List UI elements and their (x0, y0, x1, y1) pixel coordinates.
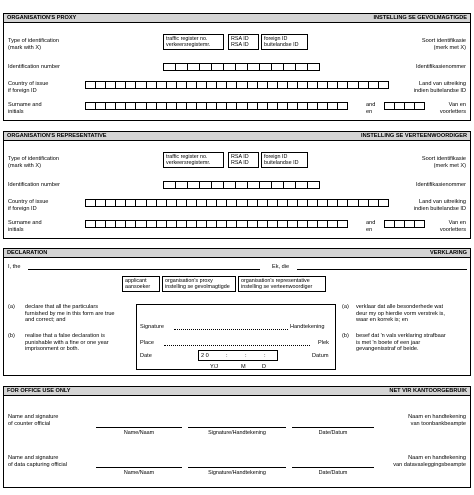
entry-cell[interactable] (86, 221, 96, 227)
rep-type-id-label-af: Soort identifikasie (merk met X) (421, 156, 466, 169)
entry-cell[interactable] (167, 200, 177, 206)
entry-cell[interactable] (328, 82, 338, 88)
entry-cell[interactable] (258, 200, 268, 206)
counter-name-line[interactable] (96, 427, 182, 428)
rep-id-number-cells[interactable] (163, 181, 320, 189)
entry-cell[interactable] (278, 221, 288, 227)
entry-cell[interactable] (187, 221, 197, 227)
entry-cell[interactable] (207, 82, 217, 88)
entry-cell[interactable] (298, 82, 308, 88)
entry-cell[interactable] (157, 221, 167, 227)
declaration-section (3, 248, 471, 376)
entry-cell[interactable] (318, 82, 328, 88)
entry-cell[interactable] (126, 82, 136, 88)
entry-cell[interactable] (298, 200, 308, 206)
entry-cell[interactable] (348, 200, 358, 206)
rep-country-cells[interactable] (85, 199, 389, 207)
capture-date-caption: Date/Datum (318, 470, 348, 476)
entry-cell[interactable] (96, 200, 106, 206)
date-field[interactable] (198, 350, 278, 361)
entry-cell[interactable] (284, 182, 296, 188)
entry-cell[interactable] (116, 82, 126, 88)
entry-cell[interactable] (288, 221, 298, 227)
proxy-id-number-cells[interactable] (163, 63, 320, 71)
entry-cell[interactable] (379, 200, 389, 206)
capture-name-line[interactable] (96, 467, 182, 468)
entry-cell[interactable] (338, 103, 348, 109)
capture-date-line[interactable] (292, 467, 374, 468)
entry-cell[interactable] (296, 64, 308, 70)
rep-option-traffic-register[interactable]: traffic register no. verkeersregistemr. (163, 152, 224, 168)
declaration-a-text: declare that all the particulars furnished by me in this form are true and correct; and (25, 304, 115, 324)
rep-id-number-label: Identification number (8, 182, 60, 188)
entry-cell[interactable] (147, 103, 157, 109)
proxy-title: ORGANISATION'S PROXY (7, 15, 77, 21)
office-section (3, 386, 471, 488)
entry-cell[interactable] (298, 103, 308, 109)
capture-signature-caption: Signature/Handtekening (208, 470, 266, 476)
entry-cell[interactable] (86, 82, 96, 88)
entry-cell[interactable] (318, 200, 328, 206)
plek-label: Plek (318, 340, 329, 346)
entry-cell[interactable] (308, 103, 318, 109)
entry-cell[interactable] (177, 82, 187, 88)
entry-cell[interactable] (227, 103, 237, 109)
entry-cell[interactable] (268, 221, 278, 227)
date-label: Date (140, 353, 152, 359)
declaration-name-line-left[interactable] (28, 269, 260, 270)
representative-title-af: INSTELLING SE VERTEENWOORDIGER (361, 133, 467, 139)
entry-cell[interactable] (116, 103, 126, 109)
entry-cell[interactable] (405, 221, 415, 227)
entry-cell[interactable] (369, 200, 379, 206)
counter-date-caption: Date/Datum (318, 430, 348, 436)
date-prefix: 2 0 (201, 353, 209, 359)
entry-cell[interactable] (227, 82, 237, 88)
capture-name-caption: Name/Naam (123, 470, 155, 476)
entry-cell[interactable] (188, 182, 200, 188)
entry-cell[interactable] (296, 182, 308, 188)
declaration-b-text: realise that a false declaration is punishable with a fine or one year imprisonment or both. (25, 333, 109, 353)
declaration-title-af: VERKLARING (430, 250, 467, 256)
place-label: Place (140, 340, 154, 346)
proxy-id-number-label-af: Identifikasienommer (415, 64, 466, 70)
representative-section (3, 131, 471, 239)
entry-cell[interactable] (176, 182, 188, 188)
entry-cell[interactable] (106, 200, 116, 206)
entry-cell[interactable] (284, 64, 296, 70)
entry-cell[interactable] (338, 200, 348, 206)
entry-cell[interactable] (106, 221, 116, 227)
entry-cell[interactable] (187, 200, 197, 206)
declaration-section-header (4, 249, 470, 258)
capture-official-label-af: Naam en handtekening van datavasleggingsbeampte (393, 455, 466, 468)
entry-cell[interactable] (147, 82, 157, 88)
entry-cell[interactable] (308, 64, 320, 70)
entry-cell[interactable] (147, 221, 157, 227)
entry-cell[interactable] (258, 103, 268, 109)
entry-cell[interactable] (359, 200, 369, 206)
proxy-type-id-label: Type of identification (mark with X) (8, 38, 59, 51)
entry-cell[interactable] (237, 82, 247, 88)
entry-cell[interactable] (136, 200, 146, 206)
entry-cell[interactable] (197, 103, 207, 109)
entry-cell[interactable] (224, 182, 236, 188)
entry-cell[interactable] (415, 221, 425, 227)
proxy-country-label-af: Land van uitreiking indien buitelandse ID (413, 81, 466, 94)
entry-cell[interactable] (197, 200, 207, 206)
representative-title: ORGANISATION'S REPRESENTATIVE (7, 133, 107, 139)
entry-cell[interactable] (272, 64, 284, 70)
entry-cell[interactable] (116, 221, 126, 227)
entry-cell[interactable] (328, 103, 338, 109)
rep-and-label: and en (366, 220, 376, 233)
datum-label: Datum (312, 353, 329, 359)
counter-signature-caption: Signature/Handtekening (208, 430, 266, 436)
declaration-a-marker: (a) (8, 304, 15, 310)
capture-signature-line[interactable] (188, 467, 286, 468)
office-section-header (4, 387, 470, 396)
entry-cell[interactable] (96, 221, 106, 227)
declaration-i-the: I, the (8, 264, 21, 270)
entry-cell[interactable] (268, 82, 278, 88)
entry-cell[interactable] (157, 103, 167, 109)
proxy-country-cells[interactable] (85, 81, 389, 89)
declaration-a-text-af: verklaar dat alle besonderhede wat deur my op hierdie vorm verstrek is, waar en korrek is; en (356, 304, 445, 324)
proxy-initials-cells[interactable] (384, 102, 425, 110)
declaration-role-proxy[interactable]: organisation's proxy instelling se gevolmagtigde (162, 276, 236, 292)
entry-cell[interactable] (248, 103, 258, 109)
declaration-b-marker: (b) (8, 333, 15, 339)
entry-cell[interactable] (164, 182, 176, 188)
entry-cell[interactable] (157, 82, 167, 88)
entry-cell[interactable] (207, 200, 217, 206)
entry-cell[interactable] (116, 200, 126, 206)
entry-cell[interactable] (96, 82, 106, 88)
entry-cell[interactable] (236, 64, 248, 70)
entry-cell[interactable] (237, 200, 247, 206)
entry-cell[interactable] (86, 103, 96, 109)
entry-cell[interactable] (318, 103, 328, 109)
proxy-option-foreign-id[interactable]: foreign ID buitelandse ID (261, 34, 308, 50)
signature-label: Signature (140, 324, 164, 330)
rep-surname-label: Surname and initials (8, 220, 42, 233)
entry-cell[interactable] (405, 103, 415, 109)
entry-cell[interactable] (212, 182, 224, 188)
proxy-and-label: and en (366, 102, 376, 115)
entry-cell[interactable] (308, 82, 318, 88)
representative-section-header (4, 132, 470, 141)
rep-initials-cells[interactable] (384, 220, 425, 228)
date-day-caption: D (262, 364, 267, 370)
entry-cell[interactable] (217, 103, 227, 109)
entry-cell[interactable] (136, 221, 146, 227)
entry-cell[interactable] (126, 103, 136, 109)
proxy-section (3, 13, 471, 121)
entry-cell[interactable] (268, 103, 278, 109)
declaration-b-text-af: besef dat 'n vals verklaring strafbaar is met 'n boete of een jaar gevangenisstraf of beide. (356, 333, 446, 353)
entry-cell[interactable] (236, 182, 248, 188)
entry-cell[interactable] (217, 221, 227, 227)
proxy-surname-cells[interactable] (85, 102, 348, 110)
entry-cell[interactable] (288, 82, 298, 88)
rep-surname-label-af: Van en voorletters (439, 220, 466, 233)
capture-official-label: Name and signature of data capturing official (8, 455, 67, 468)
proxy-country-label: Country of issue if foreign ID (8, 81, 49, 94)
office-title-af: NET VIR KANTOORGEBRUIK (389, 388, 467, 394)
entry-cell[interactable] (298, 221, 308, 227)
rep-id-number-label-af: Identifikasienommer (415, 182, 466, 188)
entry-cell[interactable] (177, 221, 187, 227)
entry-cell[interactable] (227, 221, 237, 227)
counter-signature-line[interactable] (188, 427, 286, 428)
entry-cell[interactable] (258, 82, 268, 88)
entry-cell[interactable] (359, 82, 369, 88)
entry-cell[interactable] (207, 221, 217, 227)
entry-cell[interactable] (385, 221, 395, 227)
proxy-section-header (4, 14, 470, 23)
entry-cell[interactable] (177, 103, 187, 109)
rep-country-label-af: Land van uitreiking indien buitelandse ID (413, 199, 466, 212)
entry-cell[interactable] (338, 82, 348, 88)
entry-cell[interactable] (96, 103, 106, 109)
entry-cell[interactable] (164, 64, 176, 70)
date-month-caption: M (241, 364, 246, 370)
entry-cell[interactable] (177, 200, 187, 206)
date-separator: : (264, 353, 266, 359)
entry-cell[interactable] (415, 103, 425, 109)
entry-cell[interactable] (237, 103, 247, 109)
entry-cell[interactable] (260, 64, 272, 70)
proxy-surname-label-af: Van en voorletters (439, 102, 466, 115)
entry-cell[interactable] (260, 182, 272, 188)
entry-cell[interactable] (272, 182, 284, 188)
entry-cell[interactable] (268, 200, 278, 206)
signature-line[interactable] (174, 329, 288, 330)
proxy-option-rsa-id[interactable]: RSA ID RSA ID (228, 34, 259, 50)
counter-date-line[interactable] (292, 427, 374, 428)
entry-cell[interactable] (237, 221, 247, 227)
counter-official-label: Name and signature of counter official (8, 414, 59, 427)
entry-cell[interactable] (106, 103, 116, 109)
entry-cell[interactable] (147, 200, 157, 206)
declaration-role-representative[interactable]: organisation's representative instelling se verteenwoordiger (238, 276, 326, 292)
rep-option-foreign-id[interactable]: foreign ID buitelandse ID (261, 152, 308, 168)
entry-cell[interactable] (385, 103, 395, 109)
entry-cell[interactable] (126, 200, 136, 206)
entry-cell[interactable] (187, 82, 197, 88)
proxy-option-traffic-register[interactable]: traffic register no. verkeersregistemr. (163, 34, 224, 50)
entry-cell[interactable] (86, 200, 96, 206)
entry-cell[interactable] (248, 82, 258, 88)
entry-cell[interactable] (395, 221, 405, 227)
entry-cell[interactable] (136, 82, 146, 88)
declaration-title: DECLARATION (7, 250, 48, 256)
entry-cell[interactable] (224, 64, 236, 70)
entry-cell[interactable] (328, 221, 338, 227)
entry-cell[interactable] (379, 82, 389, 88)
entry-cell[interactable] (217, 82, 227, 88)
declaration-b-marker-af: (b) (342, 333, 349, 339)
entry-cell[interactable] (308, 182, 320, 188)
entry-cell[interactable] (248, 64, 260, 70)
declaration-role-applicant[interactable]: applicant aansoeker (122, 276, 160, 292)
date-year-caption: Y/J (210, 364, 219, 370)
entry-cell[interactable] (167, 82, 177, 88)
rep-option-rsa-id[interactable]: RSA ID RSA ID (228, 152, 259, 168)
entry-cell[interactable] (167, 103, 177, 109)
entry-cell[interactable] (395, 103, 405, 109)
declaration-name-line-right[interactable] (297, 269, 467, 270)
entry-cell[interactable] (227, 200, 237, 206)
entry-cell[interactable] (200, 182, 212, 188)
entry-cell[interactable] (212, 64, 224, 70)
entry-cell[interactable] (248, 182, 260, 188)
entry-cell[interactable] (136, 103, 146, 109)
entry-cell[interactable] (188, 64, 200, 70)
entry-cell[interactable] (318, 221, 328, 227)
entry-cell[interactable] (248, 200, 258, 206)
entry-cell[interactable] (187, 103, 197, 109)
proxy-title-af: INSTELLING SE GEVOLMAGTIGDE (373, 15, 467, 21)
entry-cell[interactable] (348, 82, 358, 88)
rep-country-label: Country of issue if foreign ID (8, 199, 49, 212)
entry-cell[interactable] (217, 200, 227, 206)
proxy-surname-label: Surname and initials (8, 102, 42, 115)
entry-cell[interactable] (157, 200, 167, 206)
entry-cell[interactable] (176, 64, 188, 70)
entry-cell[interactable] (288, 103, 298, 109)
entry-cell[interactable] (248, 221, 258, 227)
entry-cell[interactable] (167, 221, 177, 227)
declaration-ek-die: Ek, die (272, 264, 290, 270)
entry-cell[interactable] (197, 82, 207, 88)
counter-official-label-af: Naam en handtekening van toonbankbeampte (408, 414, 466, 427)
entry-cell[interactable] (200, 64, 212, 70)
entry-cell[interactable] (278, 82, 288, 88)
rep-type-id-label: Type of identification (mark with X) (8, 156, 59, 169)
entry-cell[interactable] (126, 221, 136, 227)
office-title: FOR OFFICE USE ONLY (7, 388, 71, 394)
entry-cell[interactable] (278, 103, 288, 109)
entry-cell[interactable] (308, 200, 318, 206)
date-separator: : (245, 353, 247, 359)
entry-cell[interactable] (288, 200, 298, 206)
rep-surname-cells[interactable] (85, 220, 348, 228)
handtekening-label: Handtekening (290, 324, 325, 330)
entry-cell[interactable] (369, 82, 379, 88)
entry-cell[interactable] (308, 221, 318, 227)
proxy-type-id-label-af: Soort identifikasie (merk met X) (421, 38, 466, 51)
entry-cell[interactable] (338, 221, 348, 227)
date-separator: : (226, 353, 228, 359)
declaration-a-marker-af: (a) (342, 304, 349, 310)
entry-cell[interactable] (278, 200, 288, 206)
entry-cell[interactable] (207, 103, 217, 109)
place-line[interactable] (164, 345, 310, 346)
proxy-id-number-label: Identification number (8, 64, 60, 70)
entry-cell[interactable] (106, 82, 116, 88)
entry-cell[interactable] (328, 200, 338, 206)
entry-cell[interactable] (197, 221, 207, 227)
counter-name-caption: Name/Naam (123, 430, 155, 436)
entry-cell[interactable] (258, 221, 268, 227)
